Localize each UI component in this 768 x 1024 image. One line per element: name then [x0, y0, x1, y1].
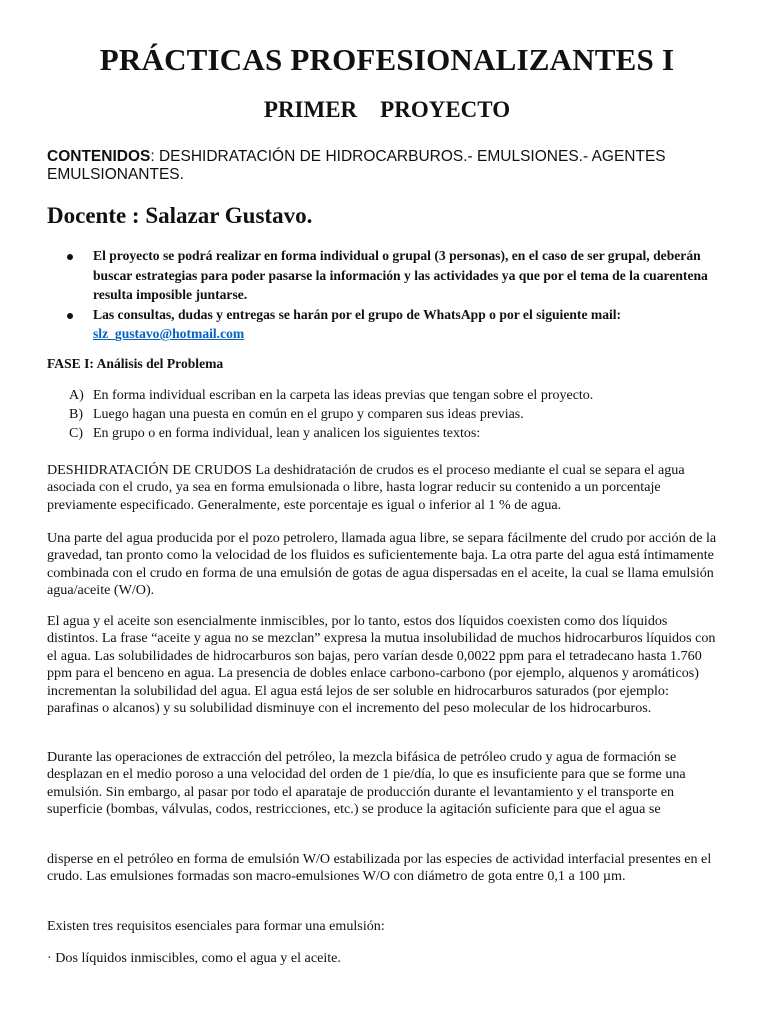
document-subtitle: PRIMER PROYECTO [263, 97, 511, 122]
docente-heading: Docente : Salazar Gustavo. [47, 203, 313, 228]
list-item [47, 305, 717, 344]
paragraph-agua-libre: Una parte del agua producida por el pozo petrolero, llamada agua libre, se separa fácilmente del crudo por acción de la gravedad, tan pronto como la velocidad de los fluidos es suficientemente baja. La otra parte del agua está íntimamente combinada con el crudo en forma de una emulsión de gotas de agua dispersadas en el aceite, la cual se llama emulsión agua/aceite (W/O). [47, 530, 717, 599]
paragraph-deshidratacion: DESHIDRATACIÓN DE CRUDOS La deshidratación de crudos es el proceso mediante el cual se separa el agua asociada con el crudo, ya sea en forma emulsionada o libre, hasta lograr reducir su contenido a un porcentaje previamente especificado. Generalmente, este porcentaje es igual o inferior al 1 % de agua. [47, 462, 685, 513]
paragraph-extraccion: Durante las operaciones de extracción del petróleo, la mezcla bifásica de petróleo crudo y agua de formación se desplazan en el medio poroso a una velocidad del orden de 1 pie/día, lo que es insuficiente para que se forme una emulsión. Sin embargo, al pasar por todo el aparataje de producción durante el levantamiento y el transporte en superficie (bombas, válvulas, codos, restricciones, etc.) se produce la agitación suficiente para que el agua se [47, 749, 686, 818]
step-text: Luego hagan una puesta en común en el grupo y comparen sus ideas previas. [93, 407, 524, 422]
paragraph-requisitos: Existen tres requisitos esenciales para formar una emulsión: [47, 918, 385, 934]
instructions-list [47, 246, 717, 344]
step-label: C) [69, 426, 83, 441]
step-label: A) [69, 388, 84, 403]
step-text: En grupo o en forma individual, lean y analicen los siguientes textos: [93, 426, 481, 441]
paragraph-dispersion: disperse en el petróleo en forma de emulsión W/O estabilizada por las especies de actividad interfacial presentes en el crudo. Las emulsiones formadas son macro-emulsiones W/O con diámetro de gota entre 0,1 a 100 µm. [47, 851, 712, 885]
bullet-icon [67, 254, 73, 260]
contenidos-text: : DESHIDRATACIÓN DE HIDROCARBUROS.- EMULSIONES.- AGENTES EMULSIONANTES. [47, 148, 666, 183]
paragraph-inmiscibles: El agua y el aceite son esencialmente inmiscibles, por lo tanto, estos dos líquidos coexisten como dos líquidos distintos. La frase “aceite y agua no se mezclan” expresa la mutua insolubilidad de muchos hidrocarburos líquidos con el agua. Las solubilidades de hidrocarburos son bajas, pero varían desde 0,0022 ppm para el tetradecano hasta 1.760 ppm para el benceno en agua. La presencia de dobles enlace carbono-carbono (por ejemplo, alquenos y aromáticos) incrementan la solubilidad del agua. El agua está lejos de ser soluble en hidrocarburos saturados (por ejemplo: parafinas o alcanos) y su solubilidad disminuye con el incremento del peso molecular de los hidrocarburos. [47, 613, 716, 717]
list-item [47, 424, 717, 443]
paragraph-requisito-1: · Dos líquidos inmiscibles, como el agua y el aceite. [47, 950, 341, 966]
bullet-text: El proyecto se podrá realizar en forma individual o grupal (3 personas), en el caso de ser grupal, deberán buscar estrategias para poder pasarse la información y las actividades ya que por el tema de la cuarentena resulta imposible juntarse. [93, 248, 708, 302]
bullet-icon [67, 313, 73, 319]
email-link[interactable]: slz_gustavo@hotmail.com [93, 326, 245, 341]
contenidos-label: CONTENIDOS [47, 148, 151, 165]
bullet-text: Las consultas, dudas y entregas se harán por el grupo de WhatsApp o por el siguiente mail: [93, 306, 622, 322]
list-item [47, 405, 717, 424]
steps-list [47, 386, 717, 443]
contenidos-line [47, 148, 707, 184]
step-label: B) [69, 407, 83, 422]
list-item [47, 246, 717, 305]
fase-heading: FASE I: Análisis del Problema [47, 356, 224, 371]
step-text: En forma individual escriban en la carpeta las ideas previas que tengan sobre el proyecto. [93, 388, 594, 403]
list-item [47, 386, 717, 405]
document-title: PRÁCTICAS PROFESIONALIZANTES I [99, 42, 675, 77]
